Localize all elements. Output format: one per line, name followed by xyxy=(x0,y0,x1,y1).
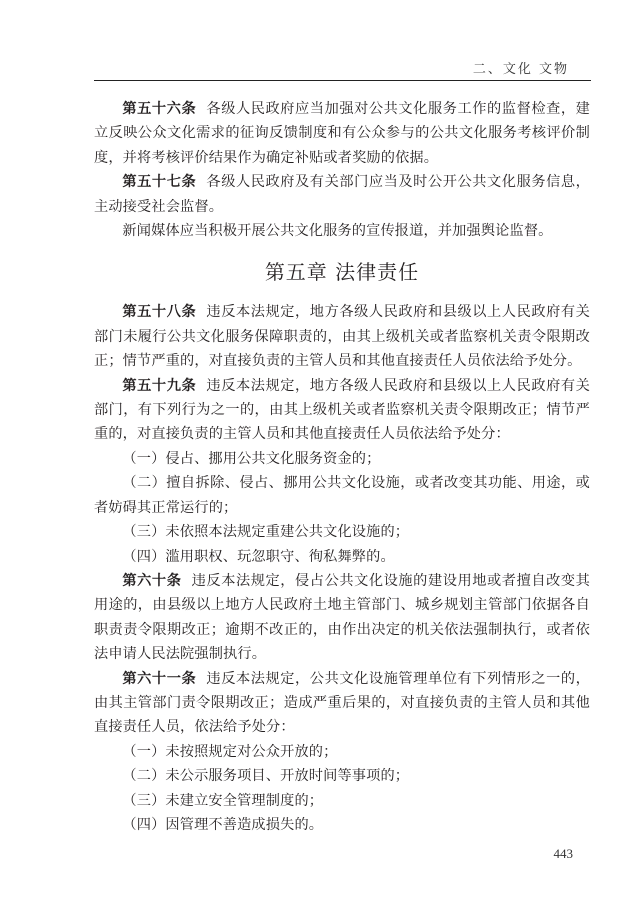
article-label: 第五十七条 xyxy=(122,174,197,191)
article-61-item-1: （一）未按照规定对公众开放的； xyxy=(122,743,338,760)
header-rule xyxy=(94,80,591,81)
article-59-item-3: （三）未依照本法规定重建公共文化设施的； xyxy=(122,524,410,541)
article-text: 违反本法规定，侵占公共文化设施的建设用地或者擅自改变其用途的，由县级以上地方人民政府土地主管部门、城乡规划主管部门依据各自职责责令限期改正；逾期不改正的，由作出决定的机关依法强制执行，或者依法申请人民法院强制执行。 xyxy=(94,572,590,663)
article-label: 第六十条 xyxy=(122,572,182,589)
article-text: 各级人民政府及有关部门应当及时公开公共文化服务信息，主动接受社会监督。 xyxy=(94,174,590,215)
article-61-item-2: （二）未公示服务项目、开放时间等事项的； xyxy=(122,768,410,785)
article-label: 第五十九条 xyxy=(122,377,197,394)
article-59-item-2: （二）擅自拆除、侵占、挪用公共文化设施，或者改变其功能、用途，或者妨碍其正常运行的； xyxy=(94,475,590,516)
article-text: 违反本法规定，公共文化设施管理单位有下列情形之一的，由其主管部门责令限期改正；造成严重后果的，对直接负责的主管人员和其他直接责任人员，依法给予处分： xyxy=(94,670,590,736)
article-59-item-4: （四）滥用职权、玩忽职守、徇私舞弊的。 xyxy=(122,548,395,565)
article-58 xyxy=(94,300,590,373)
article-57 xyxy=(94,170,590,219)
article-text: 违反本法规定，地方各级人民政府和县级以上人民政府有关部门，有下列行为之一的，由其上级机关或者监察机关责令限期改正；情节严重的，对直接负责的主管人员和其他直接责任人员依法给予处分： xyxy=(94,377,590,443)
article-57-paragraph-2: 新闻媒体应当积极开展公共文化服务的宣传报道，并加强舆论监督。 xyxy=(122,223,553,240)
article-60 xyxy=(94,569,590,667)
article-61-item-3: （三）未建立安全管理制度的； xyxy=(122,792,324,809)
article-61-item-4: （四）因管理不善造成损失的。 xyxy=(122,816,324,833)
article-label: 第六十一条 xyxy=(122,670,197,687)
running-header: 二、文化 文物 xyxy=(472,62,569,77)
article-59-item-1: （一）侵占、挪用公共文化服务资金的； xyxy=(122,450,381,467)
article-text: 各级人民政府应当加强对公共文化服务工作的监督检查，建立反映公众文化需求的征询反馈制度和有公众参与的公共文化服务考核评价制度，并将考核评价结果作为确定补贴或者奖励的依据。 xyxy=(94,101,590,166)
article-56 xyxy=(94,97,590,170)
article-59 xyxy=(94,374,590,447)
article-text: 违反本法规定，地方各级人民政府和县级以上人民政府有关部门未履行公共文化服务保障职责的，由其上级机关或者监察机关责令限期改正；情节严重的，对直接负责的主管人员和其他直接责任人员依法给予处分。 xyxy=(94,304,590,370)
page-number: 443 xyxy=(553,846,573,861)
page-body xyxy=(94,97,590,837)
chapter-title: 第五章 法律责任 xyxy=(264,260,420,285)
article-61 xyxy=(94,667,590,740)
article-label: 第五十六条 xyxy=(122,101,197,117)
article-label: 第五十八条 xyxy=(122,304,197,321)
